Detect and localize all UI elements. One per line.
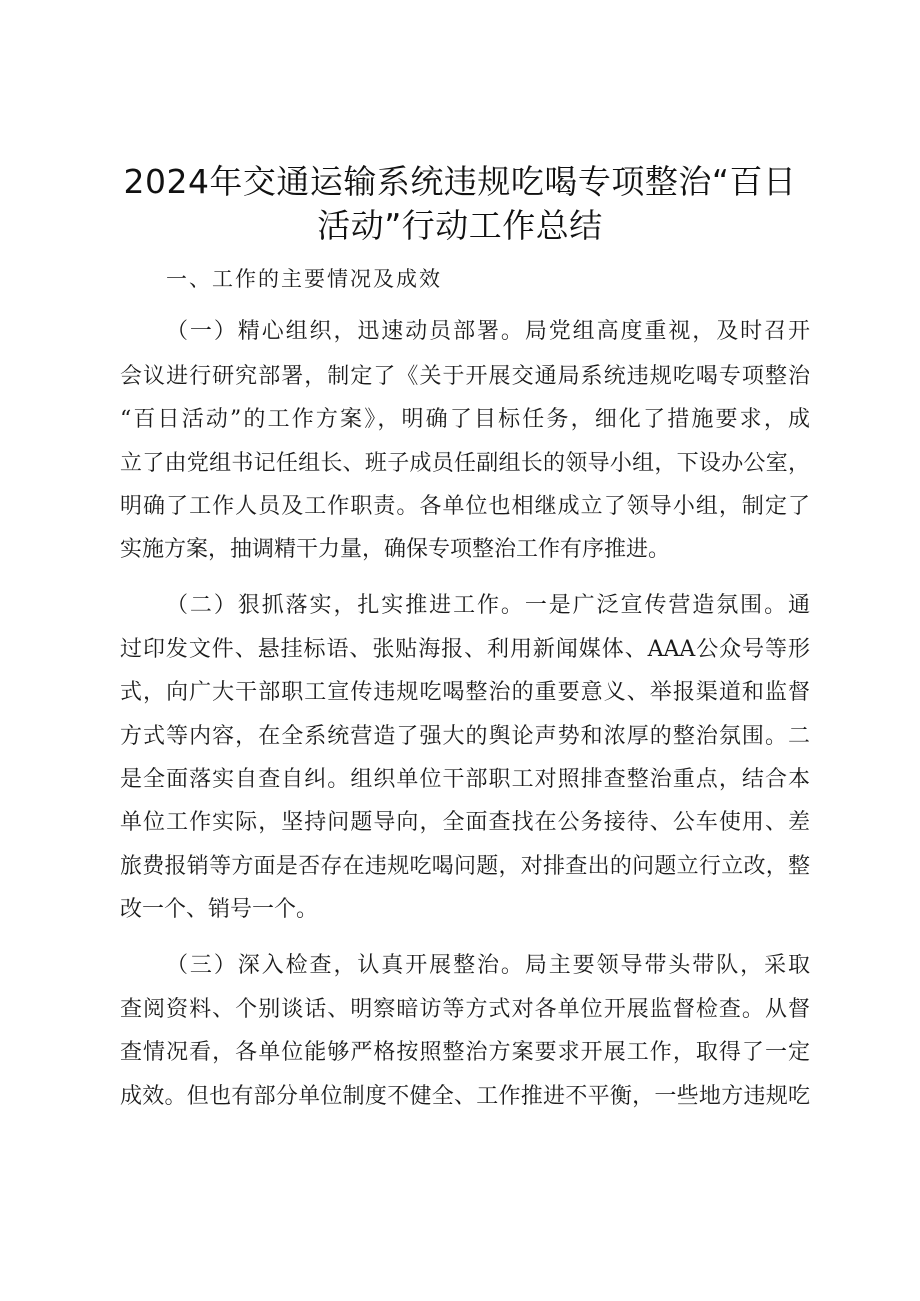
paragraph-2-line-7: 旅费报销等方面是否存在违规吃喝问题，对排查出的问题立行立改，整 <box>120 854 810 879</box>
paragraph-3-line-4: 成效。但也有部分单位制度不健全、工作推进不平衡，一些地方违规吃 <box>120 1084 810 1109</box>
paragraph-2-line-6: 单位工作实际，坚持问题导向，全面查找在公务接待、公车使用、差 <box>120 810 810 835</box>
paragraph-3-line-1: （三）深入检查，认真开展整治。局主要领导带头带队，采取 <box>166 953 810 978</box>
section-heading: 一、工作的主要情况及成效 <box>166 267 442 291</box>
paragraph-2-line-5: 是全面落实自查自纠。组织单位干部职工对照排查整治重点，结合本 <box>120 767 810 792</box>
document-title-line-1: 2024年交通运输系统违规吃喝专项整治“百日 <box>123 162 797 201</box>
paragraph-1-line-3: “百日活动”的工作方案》，明确了目标任务，细化了措施要求，成 <box>120 407 810 432</box>
paragraph-2-line-3: 式，向广大干部职工宣传违规吃喝整治的重要意义、举报渠道和监督 <box>120 680 810 705</box>
paragraph-1-line-1: （一）精心组织，迅速动员部署。局党组高度重视，及时召开 <box>166 319 810 344</box>
paragraph-2-line-4: 方式等内容，在全系统营造了强大的舆论声势和浓厚的整治氛围。二 <box>120 724 810 749</box>
paragraph-1-line-2: 会议进行研究部署，制定了《关于开展交通局系统违规吃喝专项整治 <box>120 364 810 389</box>
paragraph-1-line-6: 实施方案，抽调精干力量，确保专项整治工作有序推进。 <box>120 537 671 562</box>
paragraph-1-line-5: 明确了工作人员及工作职责。各单位也相继成立了领导小组，制定了 <box>120 494 810 519</box>
paragraph-1-line-4: 立了由党组书记任组长、班子成员任副组长的领导小组，下设办公室， <box>120 451 810 476</box>
paragraph-3-line-3: 查情况看，各单位能够严格按照整治方案要求开展工作，取得了一定 <box>120 1040 810 1065</box>
paragraph-3-line-2: 查阅资料、个别谈话、明察暗访等方式对各单位开展监督检查。从督 <box>120 997 810 1022</box>
paragraph-2-line-8: 改一个、销号一个。 <box>120 897 319 922</box>
paragraph-2-line-2: 过印发文件、悬挂标语、张贴海报、利用新闻媒体、AAA公众号等形 <box>120 637 810 662</box>
document-title-line-2: 活动”行动工作总结 <box>317 206 603 245</box>
paragraph-2-line-1: （二）狠抓落实，扎实推进工作。一是广泛宣传营造氛围。通 <box>166 593 810 618</box>
